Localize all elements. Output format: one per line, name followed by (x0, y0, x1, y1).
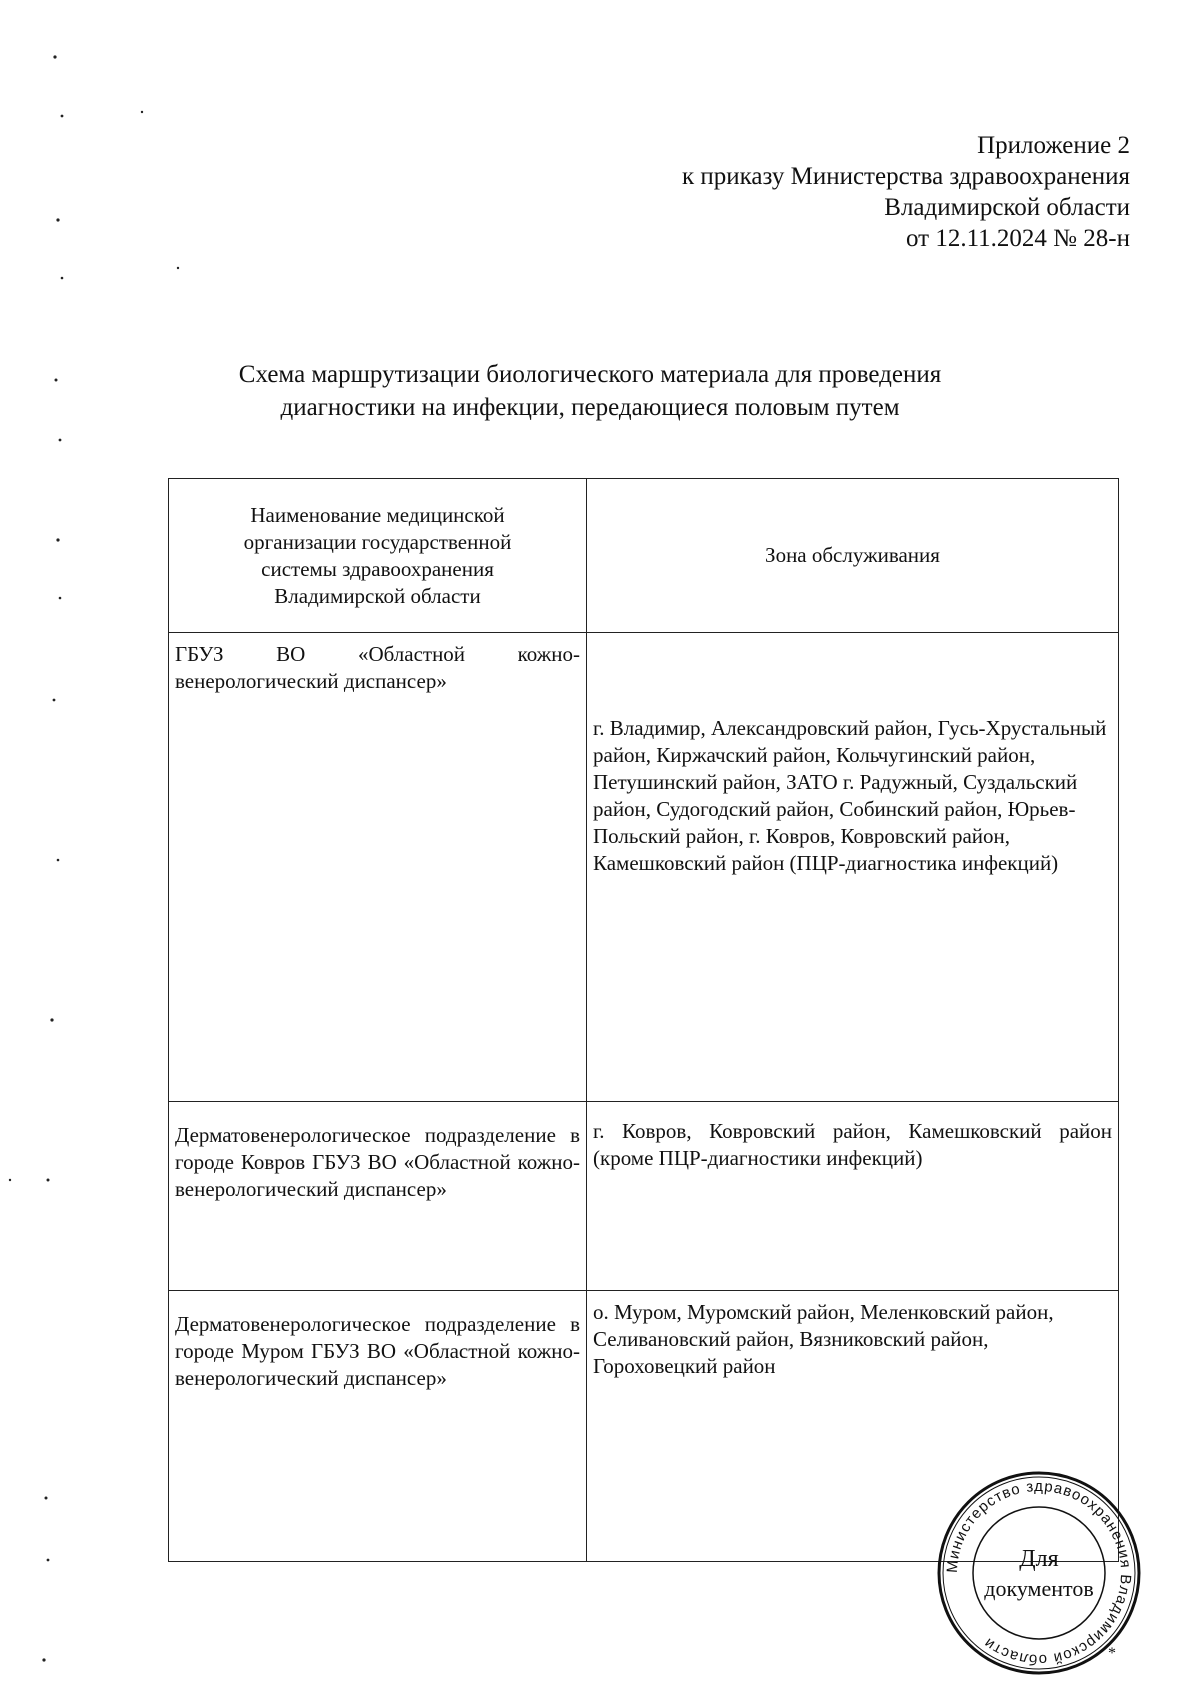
table-row (169, 1102, 1119, 1291)
routing-table (168, 478, 1119, 1562)
appendix-header (610, 130, 1130, 254)
order-reference: к приказу Министерства здравоохранения (681, 163, 1130, 190)
table-row (169, 633, 1119, 1102)
organization-cell: ГБУЗ ВО «Областной кожно-венерологический диспансер» (169, 633, 587, 1102)
seal-ring-text: Министерство здравоохранения Владимирской области (943, 1477, 1135, 1669)
seal-center-line-1: Для (1019, 1546, 1059, 1572)
service-zone-cell: о. Муром, Муромский район, Меленковский район, Селивановский район, Вязниковский район, Гороховецкий район (587, 1291, 1119, 1562)
title-line-2: диагностики на инфекции, передающиеся половым путем (280, 394, 900, 421)
header-service-zone: Зона обслуживания (587, 479, 1119, 633)
seal-center-line-2: документов (984, 1576, 1094, 1601)
service-zone-cell: г. Владимир, Александровский район, Гусь-Хрустальный район, Киржачский район, Кольчугинский район, Петушинский район, ЗАТО г. Радужный, Суздальский район, Судогодский район, Собинский район, Юрьев-Польский район, г. Ковров, Ковровский район, Камешковский район (ПЦР-диагностика инфекций) (587, 633, 1119, 1102)
header-organization: Наименование медицинской организации государственной системы здравоохранения Владимирской области (169, 479, 587, 633)
appendix-number: Приложение 2 (977, 132, 1130, 159)
order-date-number: от 12.11.2024 № 28-н (906, 225, 1130, 252)
official-seal-stamp (934, 1468, 1144, 1678)
title-line-1: Схема маршрутизации биологического материала для проведения (238, 361, 942, 388)
region-name: Владимирской области (884, 194, 1130, 221)
table-header-row (169, 479, 1119, 633)
organization-cell: Дерматовенерологическое подразделение в городе Муром ГБУЗ ВО «Областной кожно-венерологический диспансер» (169, 1291, 587, 1562)
service-zone-cell: г. Ковров, Ковровский район, Камешковский район (кроме ПЦР-диагностики инфекций) (587, 1102, 1119, 1291)
document-title (150, 358, 1030, 424)
seal-star: * (1108, 1645, 1116, 1662)
organization-cell: Дерматовенерологическое подразделение в городе Ковров ГБУЗ ВО «Областной кожно-венерологический диспансер» (169, 1102, 587, 1291)
